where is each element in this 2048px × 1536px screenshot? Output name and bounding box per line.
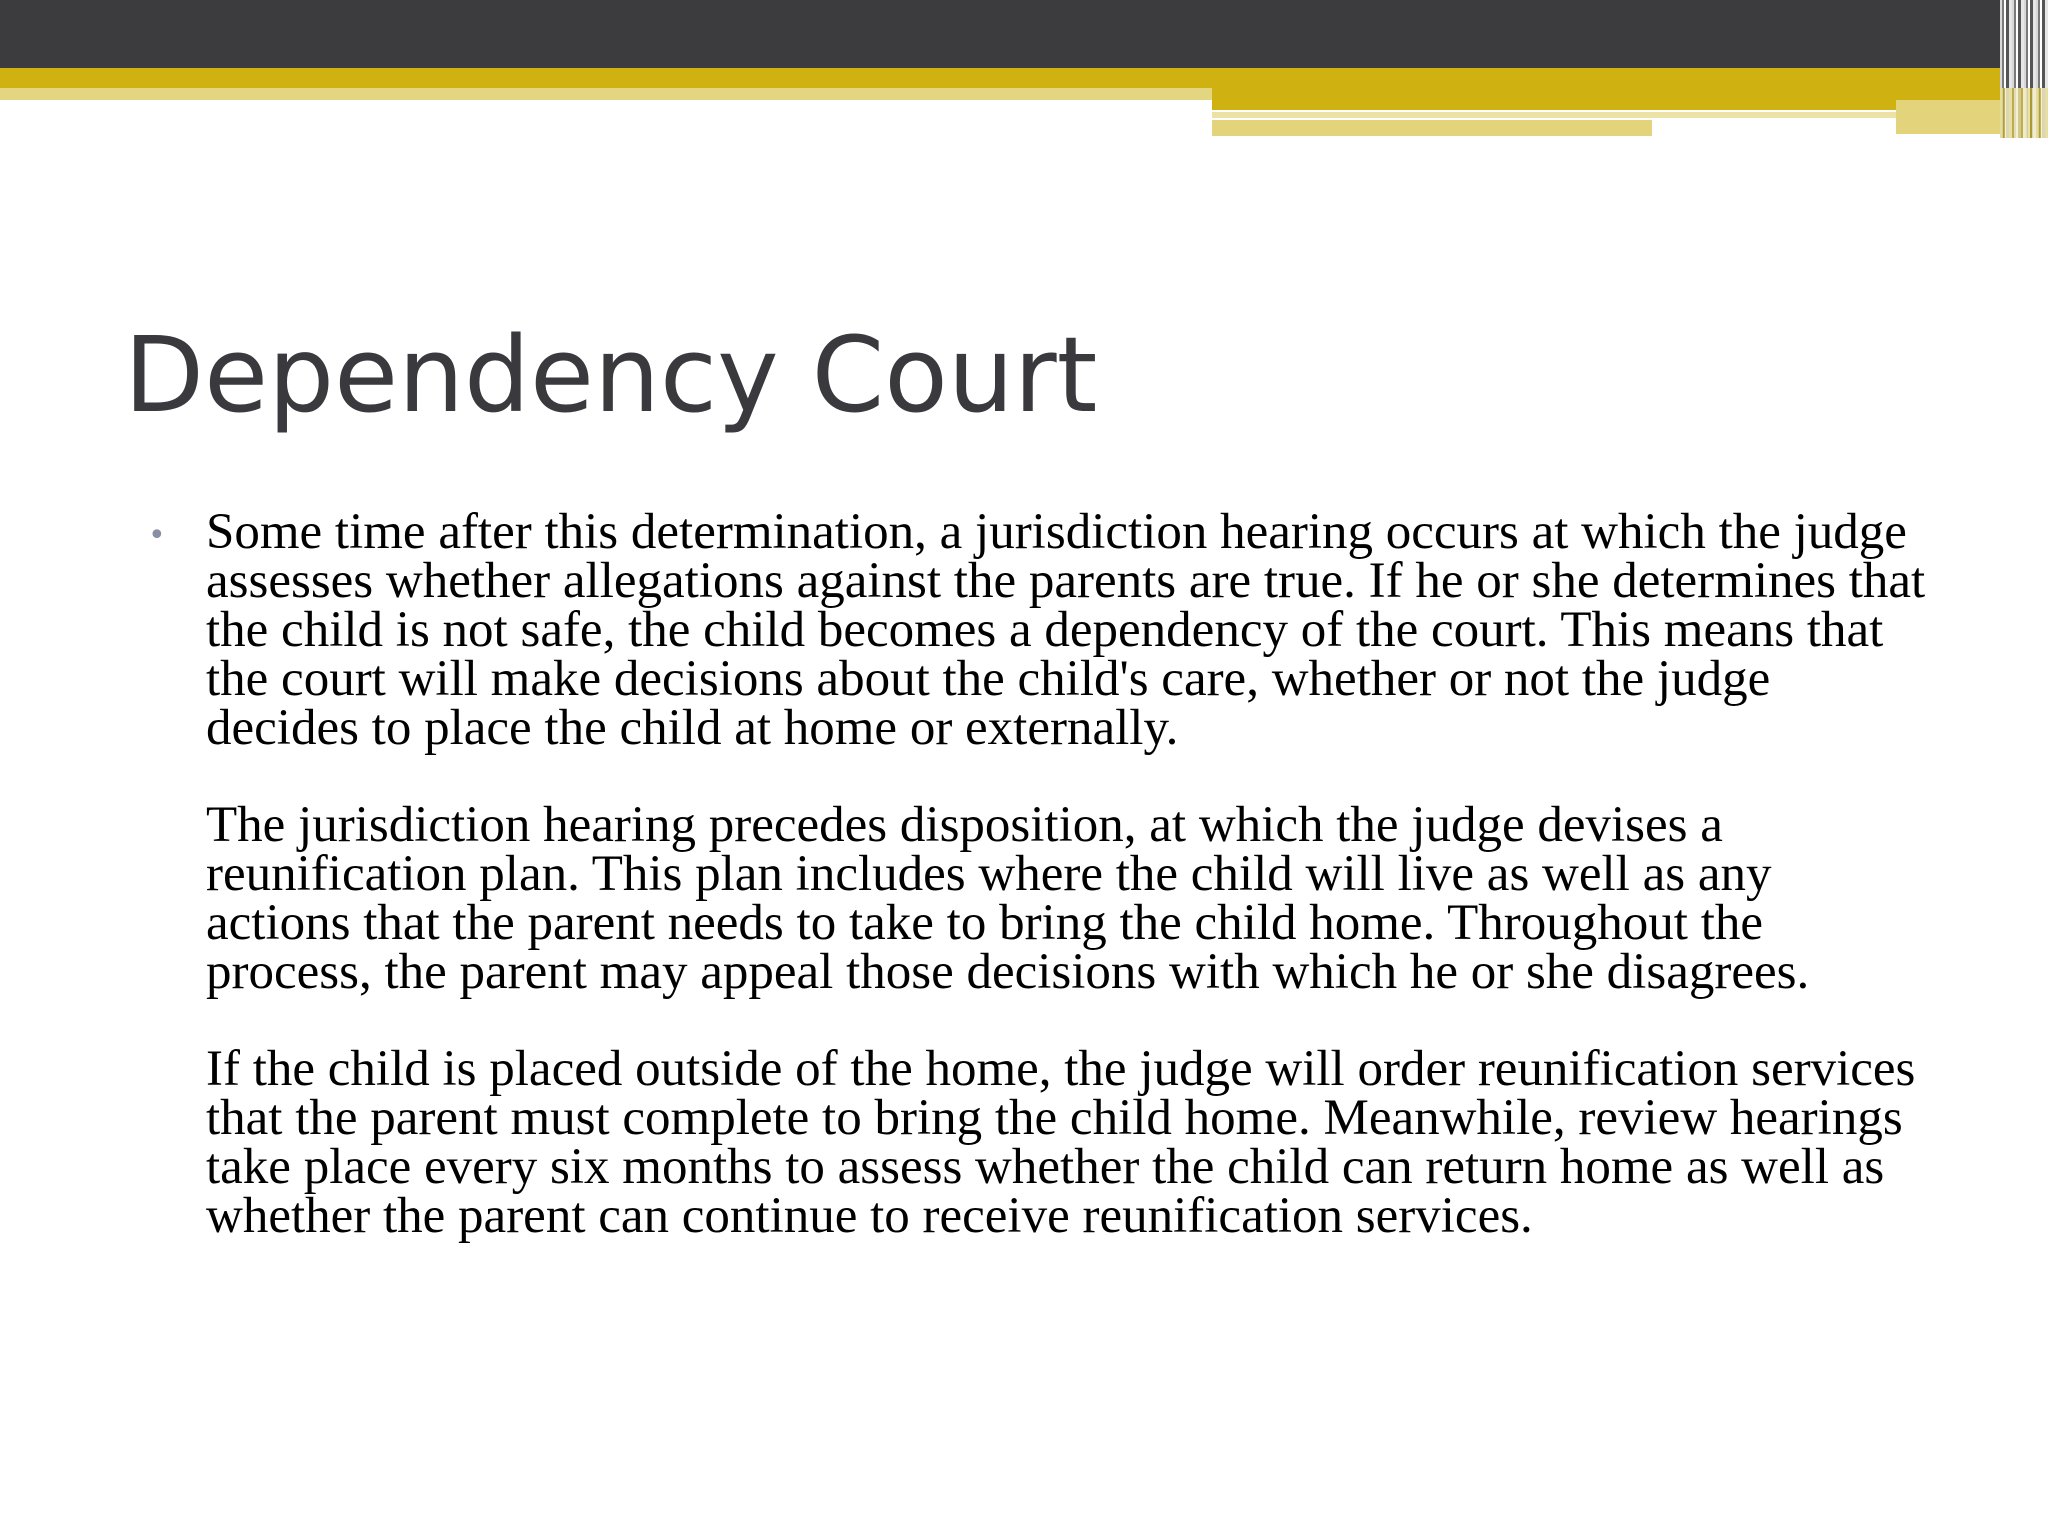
body-paragraph-1: Some time after this determination, a jurisdiction hearing occurs at which the judge assesses whether allegations against the parents are true. If he or she determines that the child is not safe, the child becomes a dependency of the court. This means that the court will make decisions about the child's care, whether or not the judge decides to place the child at home or externally. (206, 504, 1926, 756)
bullet-dot-icon: • (148, 518, 166, 553)
bullet-item (148, 504, 1928, 1244)
header-pale-strip (1212, 120, 1652, 136)
header-gold-band (0, 68, 2000, 88)
header-gold-band-light (0, 88, 1212, 100)
header-dark-bar (0, 0, 2048, 68)
body-paragraph-2: The jurisdiction hearing precedes disposition, at which the judge devises a reunification plan. This plan includes where the child will live as well as any actions that the parent needs to take to bring the child home. Throughout the process, the parent may appeal those decisions with which he or she disagrees. (206, 797, 1810, 1000)
header-edge-lines-gold (2000, 88, 2048, 138)
header-pale-strip (1212, 112, 1896, 118)
header-pale-strip (1896, 100, 2000, 134)
body-paragraph-3: If the child is placed outside of the home, the judge will order reunification services that the parent must complete to bring the child home. Meanwhile, review hearings take place every six months to assess whether the child can return home as well as whether the parent can continue to receive reunification services. (206, 1041, 1916, 1244)
slide-body (148, 504, 1928, 1244)
header-gold-band-right (1212, 88, 2000, 110)
slide-title: Dependency Court (124, 314, 1098, 436)
